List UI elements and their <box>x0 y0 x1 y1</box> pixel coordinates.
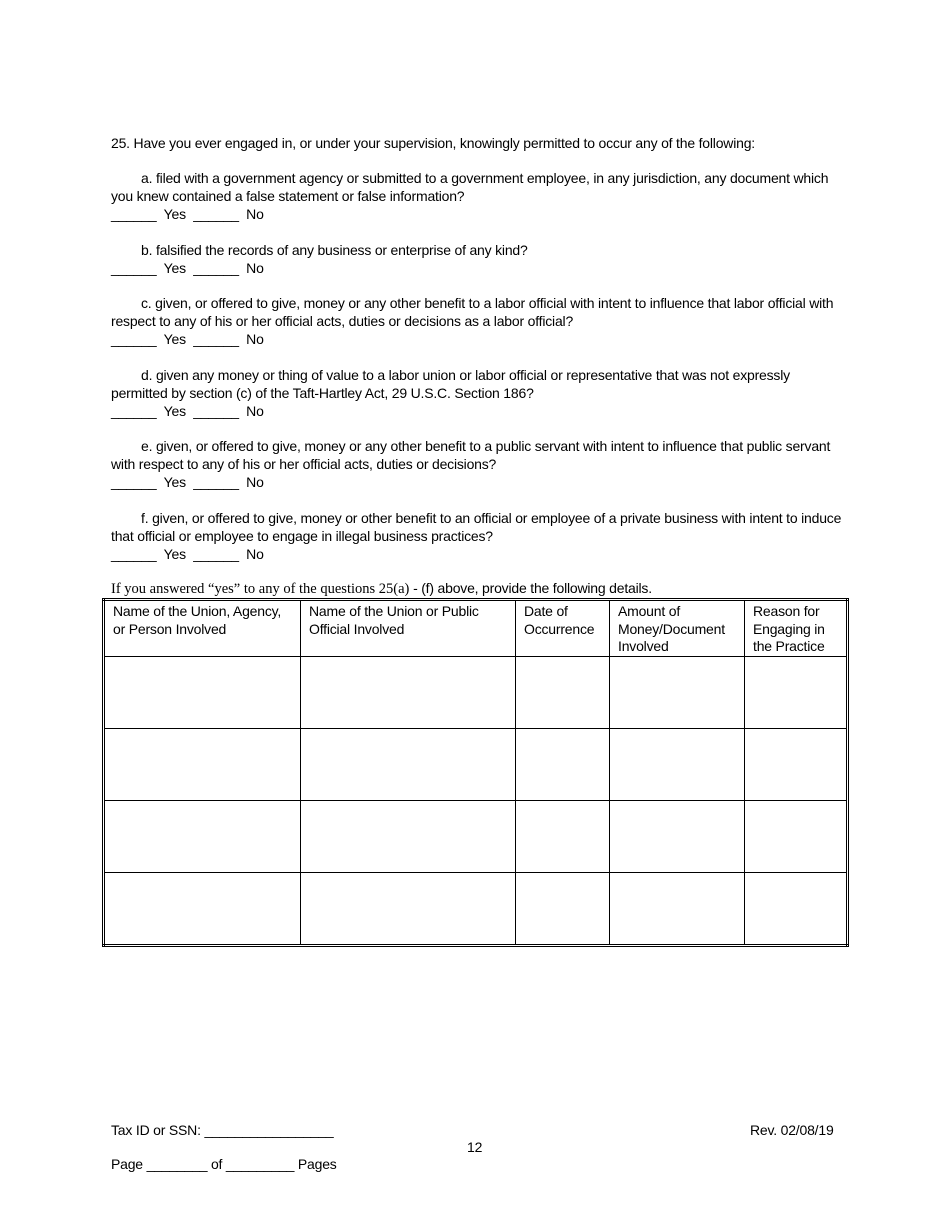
table-cell-input[interactable] <box>516 872 610 945</box>
question-item-text: e. given, or offered to give, money or any other benefit to a public servant with intent to influence that public servant with respect to any of his or her official acts, duties or decisions? <box>111 438 831 472</box>
revision-date: Rev. 02/08/19 <box>750 1122 834 1138</box>
details-table <box>102 598 849 947</box>
table-cell-input[interactable] <box>610 728 745 800</box>
header-reason-for-practice: Reason for Engaging in the Practice <box>745 600 848 657</box>
question-item-e <box>111 437 843 491</box>
table-cell-input[interactable] <box>516 728 610 800</box>
question-item-text: d. given any money or thing of value to a labor union or labor official or representative that was not expressly permitted by section (c) of the Taft-Hartley Act, 29 U.S.C. Section 186? <box>111 367 790 401</box>
table-cell-input[interactable] <box>745 872 848 945</box>
table-cell-input[interactable] <box>104 872 301 945</box>
table-cell-input[interactable] <box>610 800 745 872</box>
table-row <box>104 656 848 728</box>
table-cell-input[interactable] <box>301 800 516 872</box>
question-item-f <box>111 509 843 563</box>
table-cell-input[interactable] <box>104 800 301 872</box>
page-count-field[interactable]: Page ________ of _________ Pages <box>111 1156 337 1172</box>
page-number: 12 <box>467 1139 483 1155</box>
table-row <box>104 800 848 872</box>
yes-no-answer-line[interactable]: ______ Yes ______ No <box>111 331 264 347</box>
table-cell-input[interactable] <box>610 872 745 945</box>
table-cell-input[interactable] <box>104 656 301 728</box>
yes-no-answer-line[interactable]: ______ Yes ______ No <box>111 403 264 419</box>
table-cell-input[interactable] <box>610 656 745 728</box>
table-cell-input[interactable] <box>301 656 516 728</box>
table-cell-input[interactable] <box>301 728 516 800</box>
header-union-agency-person: Name of the Union, Agency, or Person Involved <box>104 600 301 657</box>
details-instructions-part1: If you answered “yes” to any of the questions 25(a) <box>111 581 410 597</box>
question-25-prompt: 25. Have you ever engaged in, or under your supervision, knowingly permitted to occur any of the following: <box>111 135 755 151</box>
tax-id-field[interactable]: Tax ID or SSN: _________________ <box>111 1122 334 1138</box>
question-item-b <box>111 241 843 277</box>
yes-no-answer-line[interactable]: ______ Yes ______ No <box>111 206 264 222</box>
header-union-public-official: Name of the Union or Public Official Involved <box>301 600 516 657</box>
details-instructions <box>111 579 652 598</box>
header-date-of-occurrence: Date of Occurrence <box>516 600 610 657</box>
question-item-text: c. given, or offered to give, money or any other benefit to a labor official with intent to influence that labor official with respect to any of his or her official acts, duties or decisions as a labor official? <box>111 295 834 329</box>
question-item-text: f. given, or offered to give, money or other benefit to an official or employee of a private business with intent to induce that official or employee to engage in illegal business practices? <box>111 510 842 544</box>
question-item-a <box>111 169 843 223</box>
table-cell-input[interactable] <box>745 656 848 728</box>
question-item-text: a. filed with a government agency or submitted to a government employee, in any jurisdiction, any document which you knew contained a false statement or false information? <box>111 170 829 204</box>
table-cell-input[interactable] <box>745 728 848 800</box>
header-amount-money-document: Amount of Money/Document Involved <box>610 600 745 657</box>
table-row <box>104 728 848 800</box>
table-cell-input[interactable] <box>516 800 610 872</box>
table-cell-input[interactable] <box>301 872 516 945</box>
details-instructions-part2: - (f) above, provide the following details. <box>409 580 652 596</box>
yes-no-answer-line[interactable]: ______ Yes ______ No <box>111 474 264 490</box>
table-cell-input[interactable] <box>104 728 301 800</box>
question-item-text: b. falsified the records of any business or enterprise of any kind? <box>141 242 528 258</box>
question-item-d <box>111 366 843 420</box>
yes-no-answer-line[interactable]: ______ Yes ______ No <box>111 546 264 562</box>
table-cell-input[interactable] <box>745 800 848 872</box>
question-item-c <box>111 294 843 348</box>
details-table-header-row <box>104 600 848 657</box>
table-cell-input[interactable] <box>516 656 610 728</box>
table-row <box>104 872 848 945</box>
yes-no-answer-line[interactable]: ______ Yes ______ No <box>111 260 264 276</box>
